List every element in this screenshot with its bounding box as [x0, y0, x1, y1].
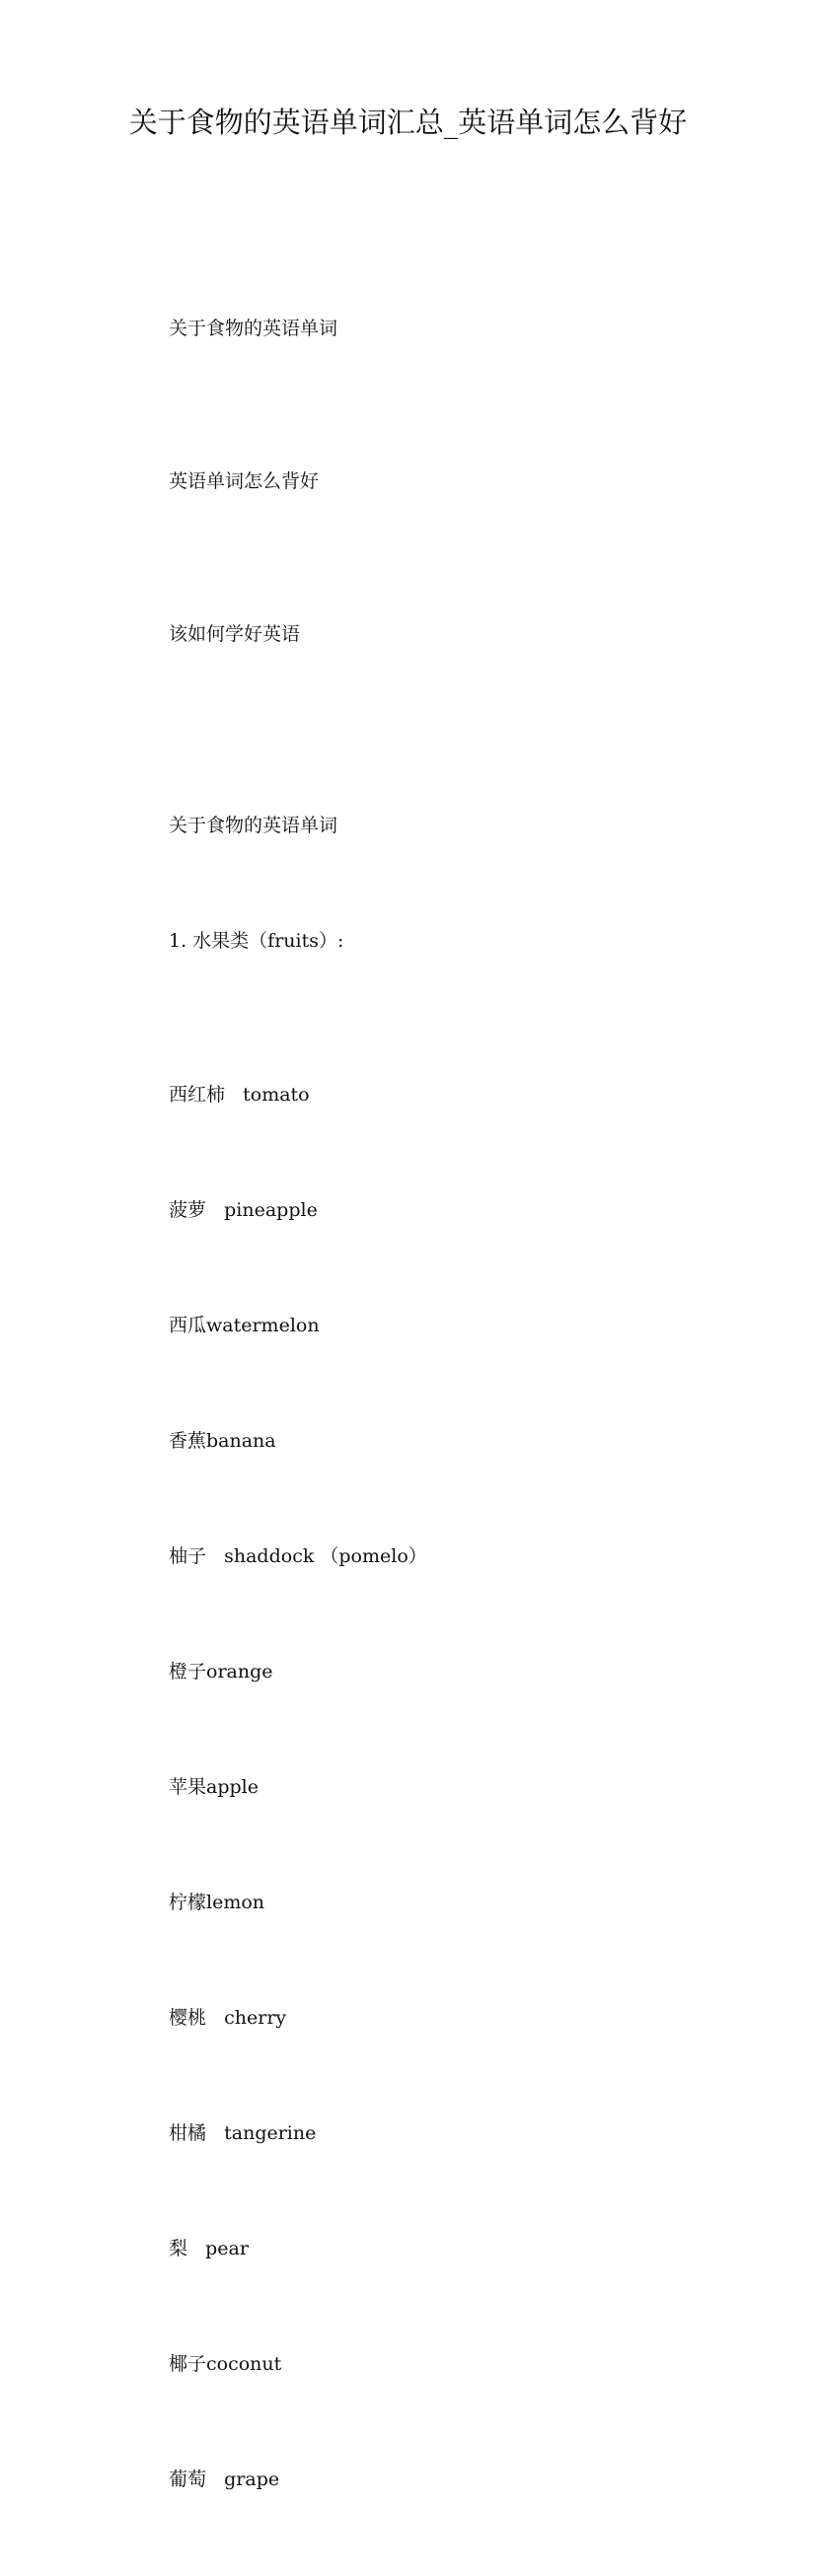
section-heading: 关于食物的英语单词 [169, 815, 338, 836]
fruit-category-heading: 1. 水果类（fruits）: [169, 930, 344, 952]
fruit-item-pineapple: 菠萝 pineapple [169, 1199, 318, 1221]
toc-item-learn-english: 该如何学好英语 [169, 623, 301, 645]
fruit-item-lemon: 柠檬lemon [169, 1892, 265, 1913]
fruit-item-shaddock: 柚子 shaddock （pomelo） [169, 1545, 427, 1567]
fruit-item-tangerine: 柑橘 tangerine [169, 2122, 317, 2144]
fruit-item-cherry: 樱桃 cherry [169, 2007, 287, 2029]
fruit-item-apple: 苹果apple [169, 1776, 259, 1798]
fruit-item-coconut: 椰子coconut [169, 2353, 282, 2375]
document-title: 关于食物的英语单词汇总_英语单词怎么背好 [128, 106, 688, 139]
fruit-item-orange: 橙子orange [169, 1661, 273, 1682]
fruit-item-banana: 香蕉banana [169, 1430, 276, 1452]
fruit-item-pear: 梨 pear [169, 2238, 249, 2259]
document-content [169, 233, 761, 2576]
fruit-item-watermelon: 西瓜watermelon [169, 1315, 320, 1336]
fruit-item-tomato: 西红柿 tomato [169, 1084, 310, 1106]
toc-item-memorize-words: 英语单词怎么背好 [169, 470, 320, 492]
toc-item-food-words: 关于食物的英语单词 [169, 318, 338, 339]
fruit-item-grape: 葡萄 grape [169, 2469, 280, 2490]
